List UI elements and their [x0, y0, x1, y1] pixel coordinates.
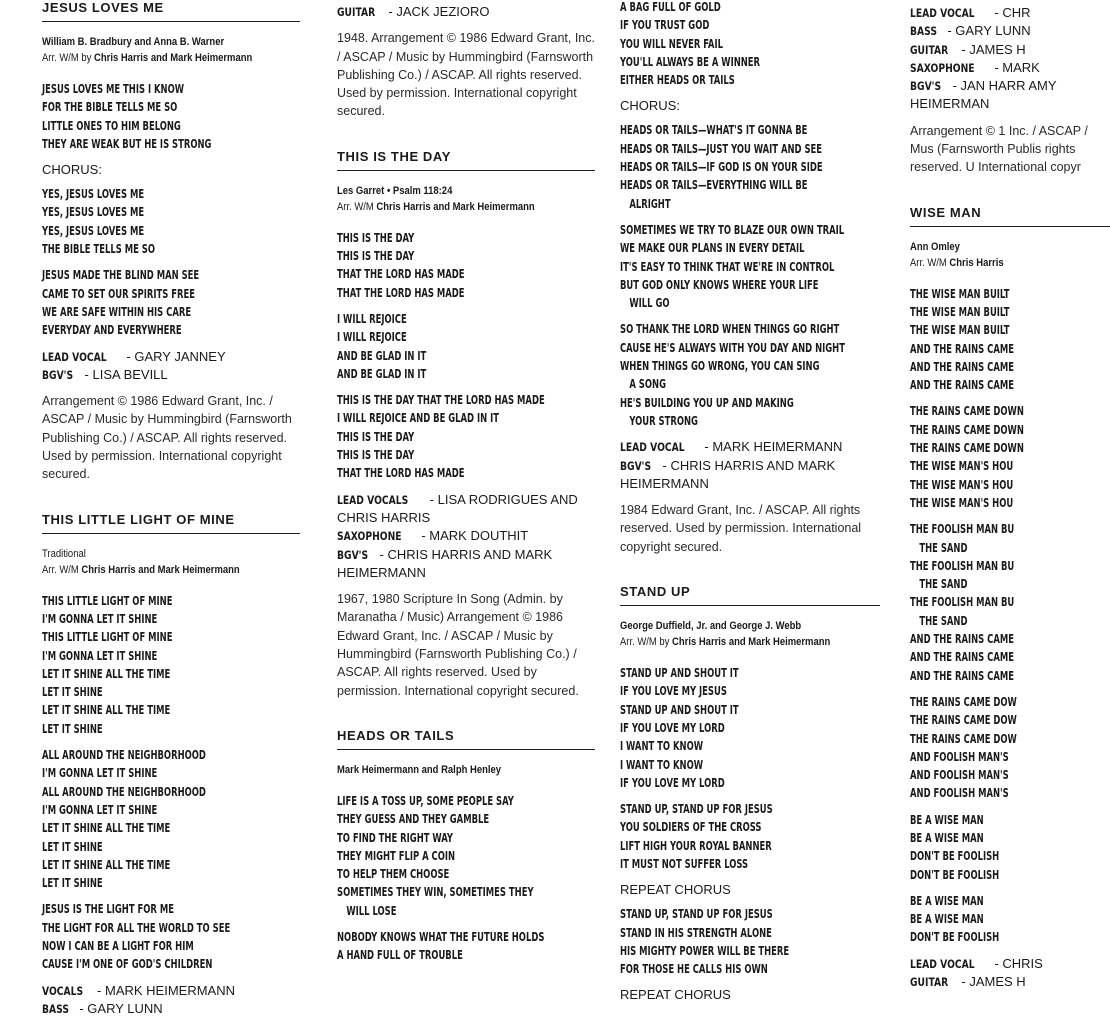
credit-role: BASS — [42, 1001, 69, 1016]
song-section — [337, 149, 595, 728]
credit-role: SAXOPHONE — [337, 529, 402, 544]
lyric-line: THE BIBLE TELLS ME SO — [42, 242, 156, 257]
lyric-line: HEADS OR TAILS—EVERYTHING WILL BE — [620, 178, 808, 193]
lyric-line: THIS IS THE DAY — [337, 429, 415, 444]
song-authors: George Duffield, Jr. and George J. Webb — [620, 620, 802, 633]
lyric-line: AND THE RAINS CAME — [910, 359, 1014, 374]
lyric-stanza — [910, 811, 1110, 884]
lyric-stanza — [910, 520, 1110, 685]
column-2 — [337, 3, 595, 1024]
lyric-stanza — [337, 391, 595, 482]
lyric-line: THE WISE MAN'S HOU — [910, 459, 1014, 474]
credit-dash: - — [93, 982, 105, 998]
lyric-stanza — [42, 592, 300, 738]
lyric-line: ALL AROUND THE NEIGHBORHOOD — [42, 784, 206, 799]
song-authors: Mark Heimermann and Ralph Henley — [337, 763, 502, 776]
song-title: JESUS LOVES ME — [42, 0, 300, 22]
lyric-stanza — [910, 693, 1110, 803]
lyric-line: EITHER HEADS OR TAILS — [620, 73, 735, 88]
lyric-line: I'M GONNA LET IT SHINE — [42, 648, 158, 663]
lyric-line: STAND UP AND SHOUT IT — [620, 666, 739, 681]
lyric-line: LITTLE ONES TO HIM BELONG — [42, 118, 181, 133]
lyric-line: THEY GUESS AND THEY GAMBLE — [337, 812, 490, 827]
lyric-stanza — [620, 800, 880, 873]
credit-name: MARK HEIMERMANN — [105, 982, 236, 998]
copyright-notice: 1948. Arrangement © 1986 Edward Grant, Inc. / ASCAP / Music by Hummingbird (Farnsworth Publishing Co.) / ASCAP. All rights reserved. Used by permission. International copyright secured. — [337, 31, 595, 119]
lyric-line: I'M GONNA LET IT SHINE — [42, 611, 158, 626]
lyric-line: LET IT SHINE — [42, 876, 103, 891]
arrangement-prefix: Arr. W/M by — [42, 52, 92, 64]
lyric-line: THE FOOLISH MAN BU — [910, 595, 1015, 610]
arrangers: Chris Harris and Mark Heimermann — [81, 563, 240, 576]
copyright-notice: Arrangement © 1 Inc. / ASCAP / Mus (Farnsworth Publis rights reserved. U International copyr — [910, 123, 1088, 175]
lyric-line: THAT THE LORD HAS MADE — [337, 267, 465, 282]
credit-line — [910, 59, 1110, 77]
credit-dash: - — [80, 366, 93, 382]
lyric-line: WILL GO — [629, 296, 670, 311]
column-4 — [910, 4, 1110, 1024]
performer-credits — [620, 438, 880, 493]
arrangers: Chris Harris and Mark Heimermann — [376, 200, 535, 213]
lyric-line: STAND IN HIS STRENGTH ALONE — [620, 925, 772, 940]
lyric-line: STAND UP AND SHOUT IT — [620, 702, 739, 717]
lyric-line: TO FIND THE RIGHT WAY — [337, 830, 454, 845]
spacer — [42, 66, 300, 80]
spacer — [910, 271, 1110, 285]
performer-credits — [337, 491, 595, 582]
credit-name: LISA BEVILL — [92, 366, 168, 382]
lyric-line: A BAG FULL OF GOLD — [620, 0, 721, 14]
lyric-line: SO THANK THE LORD WHEN THINGS GO RIGHT — [620, 322, 840, 337]
lyric-line: NOBODY KNOWS WHAT THE FUTURE HOLDS — [337, 929, 545, 944]
lyric-line: THE RAINS CAME DOWN — [910, 404, 1024, 419]
column-1 — [42, 0, 300, 1024]
lyric-line: LET IT SHINE ALL THE TIME — [42, 857, 171, 872]
credit-line — [337, 3, 595, 21]
credit-line — [910, 77, 1110, 114]
credit-line — [42, 982, 300, 1000]
song-authors: Ann Omley — [910, 240, 960, 253]
credit-role: GUITAR — [337, 5, 376, 19]
spacer — [620, 650, 880, 664]
lyric-line: NOW I CAN BE A LIGHT FOR HIM — [42, 938, 194, 953]
lyric-line: SOMETIMES THEY WIN, SOMETIMES THEY — [337, 885, 534, 900]
lyric-line: YOU'LL ALWAYS BE A WINNER — [620, 54, 761, 69]
lyric-line: CAUSE I'M ONE OF GOD'S CHILDREN — [42, 957, 213, 972]
credit-line — [620, 457, 880, 494]
spacer — [42, 494, 300, 512]
credit-role: LEAD VOCAL — [42, 349, 107, 364]
lyric-line: AND FOOLISH MAN'S — [910, 768, 1009, 783]
lyric-line: THE WISE MAN'S HOU — [910, 495, 1014, 510]
lyric-line: TO HELP THEM CHOOSE — [337, 867, 450, 882]
chorus-label: REPEAT CHORUS — [620, 987, 731, 1003]
credit-role: GUITAR — [910, 975, 949, 990]
lyric-line: WHEN THINGS GO WRONG, YOU CAN SING — [620, 359, 820, 374]
credit-line — [337, 527, 595, 545]
lyric-stanza — [337, 310, 595, 383]
credit-line — [337, 546, 595, 583]
credit-dash: - — [658, 457, 671, 473]
lyric-line: SOMETIMES WE TRY TO BLAZE OUR OWN TRAIL — [620, 222, 845, 237]
lyric-stanza — [910, 892, 1110, 947]
credit-name: MARK HEIMERMANN — [712, 439, 843, 455]
lyric-line: THEY ARE WEAK BUT HE IS STRONG — [42, 136, 212, 151]
lyric-line: I WANT TO KNOW — [620, 757, 704, 772]
lyric-line: THE RAINS CAME DOWN — [910, 441, 1024, 456]
lyric-line: THE SAND — [919, 613, 968, 628]
credit-role: LEAD VOCALS — [337, 492, 409, 507]
lyric-line: AND THE RAINS CAME — [910, 341, 1014, 356]
song-section — [620, 584, 880, 1004]
continued-section — [910, 4, 1110, 205]
credit-line — [910, 41, 1110, 59]
lyric-line: LET IT SHINE ALL THE TIME — [42, 703, 171, 718]
lyric-line: THE FOOLISH MAN BU — [910, 558, 1015, 573]
song-section — [42, 0, 300, 512]
column-3 — [620, 0, 880, 1024]
continued-section — [337, 3, 595, 149]
credit-line — [910, 955, 1110, 973]
lyric-line: I'M GONNA LET IT SHINE — [42, 766, 158, 781]
lyric-line: YOUR STRONG — [629, 413, 698, 428]
lyric-line: YOU SOLDIERS OF THE CROSS — [620, 820, 762, 835]
lyric-stanza — [42, 900, 300, 973]
lyric-line: THIS LITTLE LIGHT OF MINE — [42, 593, 173, 608]
song-title: STAND UP — [620, 584, 880, 606]
credit-line — [42, 348, 300, 366]
credit-dash: - — [957, 974, 970, 990]
lyric-line: STAND UP, STAND UP FOR JESUS — [620, 907, 773, 922]
lyric-line: THAT THE LORD HAS MADE — [337, 285, 465, 300]
lyric-line: BE A WISE MAN — [910, 812, 984, 827]
song-title: HEADS OR TAILS — [337, 728, 595, 750]
lyric-stanza — [910, 402, 1110, 512]
song-authors: Les Garret • Psalm 118:24 — [337, 184, 453, 197]
credit-dash: - — [990, 59, 1003, 75]
performer-credits — [42, 348, 300, 385]
credit-line — [910, 22, 1110, 40]
chorus-label: CHORUS: — [42, 162, 102, 178]
lyric-stanza — [620, 664, 880, 792]
credit-dash: - — [990, 955, 1003, 971]
lyric-line: CAUSE HE'S ALWAYS WITH YOU DAY AND NIGHT — [620, 340, 845, 355]
credit-name: JACK JEZIORO — [396, 4, 490, 19]
lyric-line: I'M GONNA LET IT SHINE — [42, 802, 158, 817]
lyric-line: YOU WILL NEVER FAIL — [620, 36, 723, 51]
lyric-line: THE WISE MAN BUILT — [910, 304, 1010, 319]
lyric-line: A SONG — [629, 377, 666, 392]
lyric-line: THE RAINS CAME DOW — [910, 694, 1017, 709]
lyric-line: YES, JESUS LOVES ME — [42, 187, 145, 202]
lyric-stanza — [42, 266, 300, 339]
credit-role: SAXOPHONE — [910, 60, 975, 75]
lyric-line: JESUS LOVES ME THIS I KNOW — [42, 82, 185, 96]
credit-role: LEAD VOCAL — [910, 956, 975, 971]
lyric-line: YES, JESUS LOVES ME — [42, 205, 145, 220]
lyric-line: HIS MIGHTY POWER WILL BE THERE — [620, 943, 790, 958]
arrangement-credit — [620, 634, 844, 650]
lyric-line: THE WISE MAN BUILT — [910, 286, 1010, 301]
arrangers: Chris Harris and Mark Heimermann — [672, 636, 831, 649]
credit-name: JAN HARR AMY HEIMERMAN — [910, 78, 1057, 112]
performer-credits — [910, 4, 1110, 114]
credit-name: CHRIS — [1002, 955, 1043, 971]
lyric-line: THE RAINS CAME DOW — [910, 713, 1017, 728]
arrangers: Chris Harris — [949, 256, 1004, 269]
lyric-stanza — [42, 80, 300, 153]
credit-dash: - — [426, 491, 438, 507]
lyric-stanza — [620, 221, 880, 312]
song-title: THIS IS THE DAY — [337, 149, 595, 171]
lyric-line: HEADS OR TAILS—WHAT'S IT GONNA BE — [620, 123, 808, 138]
spacer — [42, 578, 300, 592]
lyric-line: BE A WISE MAN — [910, 893, 984, 908]
lyric-line: THEY MIGHT FLIP A COIN — [337, 848, 456, 863]
lyric-line: WE ARE SAFE WITHIN HIS CARE — [42, 304, 192, 319]
credit-dash: - — [122, 348, 135, 364]
credit-role: GUITAR — [910, 42, 949, 57]
continued-section — [620, 0, 880, 584]
lyric-stanza — [910, 285, 1110, 395]
credit-dash: - — [990, 5, 1003, 20]
lyric-stanza — [42, 746, 300, 892]
song-section — [42, 512, 300, 1019]
lyric-line: AND THE RAINS CAME — [910, 378, 1014, 393]
lyric-line: THE SAND — [919, 540, 968, 555]
performer-credits — [337, 3, 595, 21]
lyric-line: THE WISE MAN BUILT — [910, 323, 1010, 338]
credit-name: CHR — [1002, 5, 1031, 20]
arrangement-credit — [42, 546, 264, 562]
credit-dash: - — [948, 78, 961, 94]
arrangement-credit — [910, 255, 1082, 271]
credit-name: CHRIS HARRIS AND MARK HEIMERMANN — [337, 546, 553, 580]
lyric-line: IT'S EASY TO THINK THAT WE'RE IN CONTROL — [620, 259, 835, 274]
lyric-line: ALL AROUND THE NEIGHBORHOOD — [42, 748, 206, 763]
chorus-label: CHORUS: — [620, 98, 680, 114]
lyric-line: JESUS MADE THE BLIND MAN SEE — [42, 268, 200, 283]
lyric-line: THIS IS THE DAY — [337, 448, 415, 463]
lyric-stanza — [620, 0, 880, 89]
lyric-line: LET IT SHINE — [42, 721, 103, 736]
arrangement-prefix: Traditional — [42, 547, 86, 560]
lyric-line: THIS IS THE DAY — [337, 230, 415, 245]
credit-name: GARY JANNEY — [134, 348, 226, 364]
lyric-line: LET IT SHINE — [42, 839, 103, 854]
arrangement-prefix: Arr. W/M by — [620, 636, 670, 649]
lyric-line: IT MUST NOT SUFFER LOSS — [620, 856, 749, 871]
credit-role: BASS — [910, 24, 937, 39]
credit-name: GARY LUNN — [955, 23, 1031, 39]
lyric-line: DON'T BE FOOLISH — [910, 849, 1000, 864]
song-title: THIS LITTLE LIGHT OF MINE — [42, 512, 300, 534]
lyric-line: I WILL REJOICE AND BE GLAD IN IT — [337, 411, 499, 426]
lyric-line: A HAND FULL OF TROUBLE — [337, 948, 463, 963]
arrangement-credit — [42, 50, 264, 66]
credit-dash: - — [417, 528, 430, 544]
credit-dash: - — [957, 41, 970, 57]
credit-name: CHRIS HARRIS AND MARK HEIMERMANN — [620, 457, 836, 491]
lyric-line: DON'T BE FOOLISH — [910, 867, 1000, 882]
lyric-line: LIFE IS A TOSS UP, SOME PEOPLE SAY — [337, 793, 514, 808]
lyric-line: JESUS IS THE LIGHT FOR ME — [42, 902, 174, 917]
lyric-line: AND FOOLISH MAN'S — [910, 749, 1009, 764]
lyric-line: LET IT SHINE ALL THE TIME — [42, 821, 171, 836]
credit-line — [620, 438, 880, 456]
lyric-line: IF YOU LOVE MY JESUS — [620, 684, 727, 699]
credit-line — [42, 366, 300, 384]
lyric-line: AND THE RAINS CAME — [910, 632, 1014, 647]
song-title: WISE MAN — [910, 205, 1110, 227]
lyric-line: THE WISE MAN'S HOU — [910, 477, 1014, 492]
copyright-notice: 1984 Edward Grant, Inc. / ASCAP. All rights reserved. Used by permission. International copyright secured. — [620, 503, 862, 554]
credit-dash: - — [384, 4, 397, 19]
credit-dash: - — [943, 23, 956, 39]
credit-role: VOCALS — [42, 983, 84, 998]
credit-line — [910, 4, 1110, 22]
lyric-line: LIFT HIGH YOUR ROYAL BANNER — [620, 838, 772, 853]
song-section — [337, 728, 595, 965]
credit-name: JAMES H — [969, 41, 1026, 57]
arrangement-credit — [42, 562, 264, 578]
lyric-line: AND FOOLISH MAN'S — [910, 786, 1009, 801]
lyric-line: BE A WISE MAN — [910, 830, 984, 845]
spacer — [620, 566, 880, 584]
lyric-line: FOR THOSE HE CALLS HIS OWN — [620, 962, 768, 977]
lyric-line: I WANT TO KNOW — [620, 739, 704, 754]
lyric-stanza — [42, 185, 300, 258]
credit-role: LEAD VOCAL — [910, 6, 975, 20]
lyric-line: BUT GOD ONLY KNOWS WHERE YOUR LIFE — [620, 277, 819, 292]
credit-line — [910, 973, 1110, 991]
credit-role: BGV'S — [910, 79, 942, 94]
spacer — [910, 187, 1110, 205]
lyric-stanza — [620, 905, 880, 978]
chorus-label: REPEAT CHORUS — [620, 882, 731, 898]
spacer — [337, 215, 595, 229]
arrangement-credit — [337, 199, 559, 215]
lyric-line: I WILL REJOICE — [337, 330, 407, 345]
credit-role: BGV'S — [42, 367, 74, 382]
arrangers: Chris Harris and Mark Heimermann — [94, 52, 253, 64]
lyric-line: THAT THE LORD HAS MADE — [337, 466, 465, 481]
lyric-line: WILL LOSE — [346, 903, 397, 918]
lyric-line: THIS IS THE DAY — [337, 249, 415, 264]
lyric-stanza — [620, 320, 880, 430]
credit-dash: - — [375, 546, 388, 562]
credit-name: MARK DOUTHIT — [429, 528, 529, 544]
lyric-line: I WILL REJOICE — [337, 311, 407, 326]
lyric-stanza — [337, 792, 595, 920]
lyric-line: THE LIGHT FOR ALL THE WORLD TO SEE — [42, 920, 231, 935]
spacer — [337, 778, 595, 792]
lyric-line: IF YOU LOVE MY LORD — [620, 775, 725, 790]
performer-credits — [42, 982, 300, 1019]
lyric-stanza — [337, 928, 595, 965]
lyric-line: FOR THE BIBLE TELLS ME SO — [42, 100, 178, 115]
lyric-line: WE MAKE OUR PLANS IN EVERY DETAIL — [620, 241, 805, 256]
lyric-line: HEADS OR TAILS—IF GOD IS ON YOUR SIDE — [620, 160, 823, 175]
copyright-notice: Arrangement © 1986 Edward Grant, Inc. / ASCAP / Music by Hummingbird (Farnsworth Publishing Co.) / ASCAP. All rights reserved. Used by permission. International copyright secured. — [42, 394, 292, 482]
lyric-line: YES, JESUS LOVES ME — [42, 223, 145, 238]
copyright-notice: 1967, 1980 Scripture In Song (Admin. by Maranatha / Music) Arrangement © 1986 Edward Grant, Inc. / ASCAP / Music by Hummingbird (Farnsworth Publishing Co.) / ASCAP. All rights reserved. Used by permission. International copyright secured. — [337, 592, 579, 698]
credit-name: JAMES H — [969, 974, 1026, 990]
song-authors: William B. Bradbury and Anna B. Warner — [42, 36, 225, 48]
lyric-line: THIS LITTLE LIGHT OF MINE — [42, 630, 173, 645]
lyric-line: LET IT SHINE — [42, 685, 103, 700]
credit-name: LISA RODRIGUES AND CHRIS HARRIS — [337, 491, 578, 525]
lyric-line: THE RAINS CAME DOWN — [910, 422, 1024, 437]
credit-name: GARY LUNN — [87, 1000, 163, 1016]
lyric-line: LET IT SHINE ALL THE TIME — [42, 666, 171, 681]
lyric-line: EVERYDAY AND EVERYWHERE — [42, 323, 182, 338]
lyric-line: STAND UP, STAND UP FOR JESUS — [620, 802, 773, 817]
credit-dash: - — [700, 439, 713, 455]
lyric-line: IF YOU TRUST GOD — [620, 18, 710, 33]
lyric-line: IF YOU LOVE MY LORD — [620, 720, 725, 735]
lyric-line: THE SAND — [919, 577, 968, 592]
credit-dash: - — [75, 1000, 88, 1016]
arrangement-prefix: Arr. W/M — [42, 563, 79, 576]
lyric-line: HEADS OR TAILS—JUST YOU WAIT AND SEE — [620, 141, 823, 156]
credit-line — [42, 1000, 300, 1018]
lyric-line: AND THE RAINS CAME — [910, 668, 1014, 683]
spacer — [337, 131, 595, 149]
lyric-line: BE A WISE MAN — [910, 912, 984, 927]
performer-credits — [910, 955, 1110, 992]
lyric-line: AND BE GLAD IN IT — [337, 348, 427, 363]
lyric-stanza — [620, 121, 880, 212]
lyric-line: ALRIGHT — [629, 196, 671, 211]
credit-name: MARK — [1002, 59, 1040, 75]
lyric-line: THE RAINS CAME DOW — [910, 731, 1017, 746]
lyric-stanza — [337, 229, 595, 302]
credit-line — [337, 491, 595, 528]
arrangement-prefix: Arr. W/M — [337, 200, 374, 213]
lyric-line: HE'S BUILDING YOU UP AND MAKING — [620, 395, 794, 410]
credit-role: LEAD VOCAL — [620, 440, 685, 455]
credit-role: BGV'S — [620, 458, 652, 473]
song-section — [910, 205, 1110, 992]
lyric-line: AND THE RAINS CAME — [910, 650, 1014, 665]
lyric-line: AND BE GLAD IN IT — [337, 366, 427, 381]
credit-role: BGV'S — [337, 547, 369, 562]
lyric-line: CAME TO SET OUR SPIRITS FREE — [42, 286, 195, 301]
lyric-line: THE FOOLISH MAN BU — [910, 522, 1015, 537]
arrangement-prefix: Arr. W/M — [910, 256, 947, 269]
lyric-line: THIS IS THE DAY THAT THE LORD HAS MADE — [337, 393, 545, 408]
lyric-line: DON'T BE FOOLISH — [910, 930, 1000, 945]
spacer — [337, 710, 595, 728]
